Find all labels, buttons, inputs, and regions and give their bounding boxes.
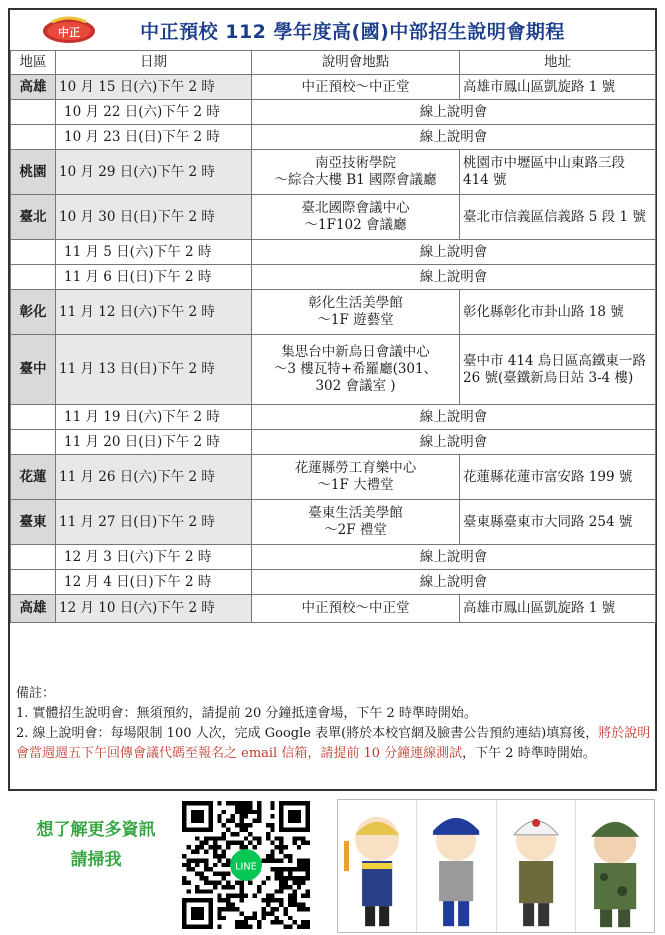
cell-online-session: 線上說明會 [252,125,656,150]
cell-date: 10 月 29 日(六)下午 2 時 [56,150,252,195]
table-row [11,150,656,195]
table-row [11,125,656,150]
table-row [11,430,656,455]
cta-text [16,815,176,875]
cell-date: 11 月 20 日(日)下午 2 時 [56,430,252,455]
table-row [11,195,656,240]
table-row [11,75,656,100]
cell-region [11,430,56,455]
title-bar [10,10,655,50]
notes-heading: 備註： [16,686,56,701]
cell-venue: 中正預校～中正堂 [252,595,460,623]
cell-online-session: 線上說明會 [252,545,656,570]
table-row [11,405,656,430]
logo-text: 中正 [58,26,80,39]
cell-address: 彰化縣彰化市卦山路 18 號 [460,290,656,335]
cell-address: 臺中市 414 烏日區高鐵東一路 26 號(臺鐵新烏日站 3-4 樓) [460,335,656,405]
cell-date: 12 月 3 日(六)下午 2 時 [56,545,252,570]
cell-address: 高雄市鳳山區凱旋路 1 號 [460,595,656,623]
header-date: 日期 [56,51,252,75]
table-row [11,265,656,290]
table-row [11,545,656,570]
table-row [11,100,656,125]
cell-region [11,125,56,150]
cell-online-session: 線上說明會 [252,265,656,290]
table-row [11,290,656,335]
page-title: 中正預校 112 學年度高(國)中部招生說明會期程 [140,20,565,43]
qr-code-icon[interactable] [182,801,310,929]
cell-online-session: 線上說明會 [252,430,656,455]
cell-venue: 彰化生活美學館 ～1F 遊藝堂 [252,290,460,335]
cell-region [11,545,56,570]
table-row [11,595,656,623]
cell-venue: 花蓮縣勞工育樂中心 ～1F 大禮堂 [252,455,460,500]
table-row [11,240,656,265]
cell-date: 12 月 10 日(六)下午 2 時 [56,595,252,623]
table-body [11,75,656,623]
qr-badge-label: LINE [235,861,257,873]
mascot-honor-guard-icon [497,800,576,932]
cell-region: 臺中 [11,335,56,405]
footer [0,795,665,935]
cta-line-1: 想了解更多資訊 [36,820,156,840]
cell-date: 12 月 4 日(日)下午 2 時 [56,570,252,595]
mascot-illustrations [337,799,655,933]
cell-region [11,405,56,430]
mascot-soldier-icon [576,800,654,932]
cell-online-session: 線上說明會 [252,570,656,595]
cell-online-session: 線上說明會 [252,100,656,125]
header-region: 地區 [11,51,56,75]
cell-address: 臺東縣臺東市大同路 254 號 [460,500,656,545]
notes-section [16,684,651,764]
cell-address: 桃園市中壢區中山東路三段 414 號 [460,150,656,195]
header-address: 地址 [460,51,656,75]
cell-date: 11 月 6 日(日)下午 2 時 [56,265,252,290]
note-item-2-end: ，下午 2 時準時開始。 [462,746,596,761]
cell-date: 11 月 26 日(六)下午 2 時 [56,455,252,500]
cell-region [11,570,56,595]
cell-address: 高雄市鳳山區凱旋路 1 號 [460,75,656,100]
cell-date: 11 月 5 日(六)下午 2 時 [56,240,252,265]
note-item-2-highlight: 將於說明會當週週五下午回傳會議代碼至報名之 email 信箱，請提前 10 分鐘連線測試 [16,726,651,761]
schedule-sheet [8,8,657,791]
cta-line-2: 請掃我 [70,850,122,870]
cell-date: 10 月 22 日(六)下午 2 時 [56,100,252,125]
cell-venue: 臺北國際會議中心 ～1F102 會議廳 [252,195,460,240]
cell-region: 臺北 [11,195,56,240]
cell-online-session: 線上說明會 [252,240,656,265]
mascot-cadet-cap-icon [417,800,496,932]
cell-date: 11 月 19 日(六)下午 2 時 [56,405,252,430]
cell-region [11,100,56,125]
cell-venue: 南亞技術學院 ～綜合大樓 B1 國際會議廳 [252,150,460,195]
cell-region: 彰化 [11,290,56,335]
cell-region: 花蓮 [11,455,56,500]
header-venue: 說明會地點 [252,51,460,75]
cell-date: 11 月 12 日(六)下午 2 時 [56,290,252,335]
table-row [11,455,656,500]
cell-region: 高雄 [11,595,56,623]
schedule-table [10,50,656,623]
table-header-row [11,51,656,75]
cell-venue: 中正預校～中正堂 [252,75,460,100]
note-item-1: 1. 實體招生說明會：無須預約，請提前 20 分鐘抵達會場，下午 2 時準時開始。 [16,706,477,721]
table-row [11,335,656,405]
table-row [11,570,656,595]
cell-address: 臺北市信義區信義路 5 段 1 號 [460,195,656,240]
cell-date: 10 月 15 日(六)下午 2 時 [56,75,252,100]
cell-online-session: 線上說明會 [252,405,656,430]
mascot-traffic-officer-icon [338,800,417,932]
cell-venue: 臺東生活美學館 ～2F 禮堂 [252,500,460,545]
cell-date: 11 月 27 日(日)下午 2 時 [56,500,252,545]
cell-region: 臺東 [11,500,56,545]
school-logo-icon [42,16,96,44]
cell-date: 10 月 23 日(日)下午 2 時 [56,125,252,150]
note-item-2-text: 2. 線上說明會：每場限制 100 人次，完成 Google 表單(將於本校官網及臉書公告預約連結)填寫後， [16,726,599,741]
cell-date: 11 月 13 日(日)下午 2 時 [56,335,252,405]
cell-date: 10 月 30 日(日)下午 2 時 [56,195,252,240]
note-item-2 [16,724,651,764]
cell-address: 花蓮縣花蓮市富安路 199 號 [460,455,656,500]
cell-region: 桃園 [11,150,56,195]
cell-region: 高雄 [11,75,56,100]
table-row [11,500,656,545]
cell-region [11,240,56,265]
cell-venue: 集思台中新烏日會議中心 ～3 樓瓦特+希羅廳(301、 302 會議室 ) [252,335,460,405]
cell-region [11,265,56,290]
